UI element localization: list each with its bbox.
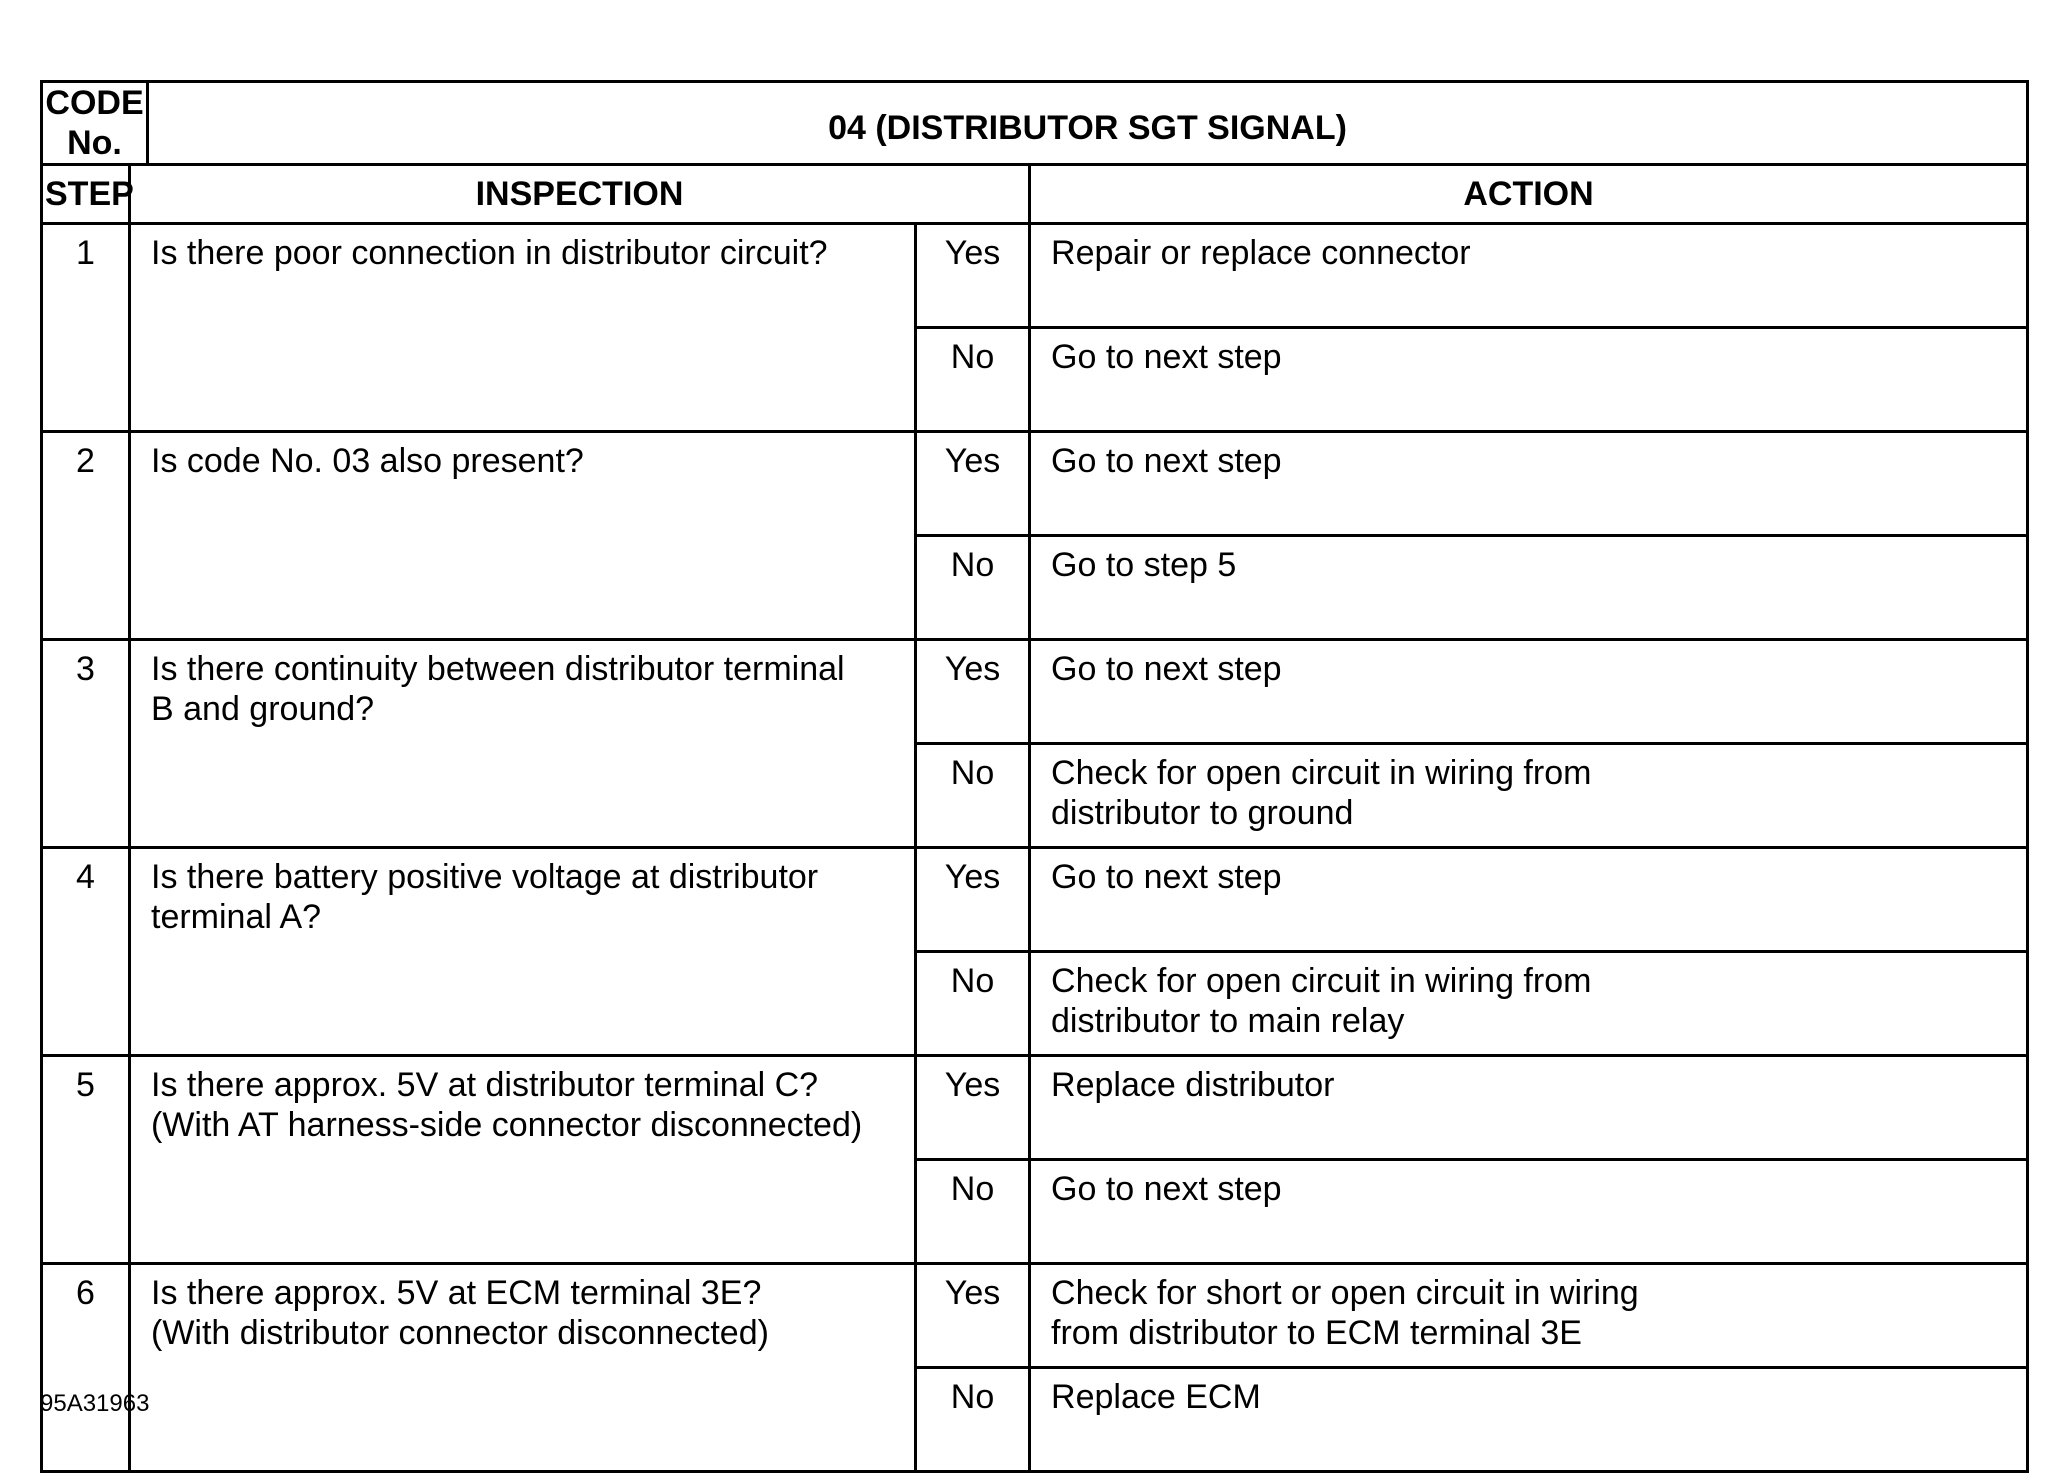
- step-number: 2: [42, 432, 130, 640]
- text-line: Check for open circuit in wiring from: [1051, 962, 1592, 1000]
- yes-action: [1030, 1264, 2028, 1368]
- inspection-text: [130, 432, 916, 640]
- text-line: Go to next step: [1051, 442, 1282, 480]
- step-row-yes: [42, 640, 2028, 744]
- action-column-header: ACTION: [1030, 165, 2028, 224]
- text-line: Is there battery positive voltage at distributor: [151, 858, 819, 896]
- yes-label: Yes: [916, 848, 1030, 952]
- no-label: No: [916, 744, 1030, 848]
- code-label: CODE No.: [42, 82, 148, 165]
- text-line: B and ground?: [151, 690, 375, 728]
- step-number: 4: [42, 848, 130, 1056]
- no-label: No: [916, 328, 1030, 432]
- step-row-yes: [42, 1056, 2028, 1160]
- yes-action: [1030, 432, 2028, 536]
- no-label: No: [916, 952, 1030, 1056]
- no-action: [1030, 328, 2028, 432]
- text-line: Repair or replace connector: [1051, 234, 1471, 272]
- text-line: Go to step 5: [1051, 546, 1237, 584]
- text-line: from distributor to ECM terminal 3E: [1051, 1314, 1582, 1352]
- yes-action: [1030, 848, 2028, 952]
- yes-label: Yes: [916, 1056, 1030, 1160]
- text-line: Is there poor connection in distributor circuit?: [151, 234, 828, 272]
- troubleshooting-table: [40, 80, 2029, 1473]
- inspection-text: [130, 640, 916, 848]
- step-row-yes: [42, 848, 2028, 952]
- yes-label: Yes: [916, 640, 1030, 744]
- text-line: Is code No. 03 also present?: [151, 442, 584, 480]
- yes-label: Yes: [916, 224, 1030, 328]
- text-line: Is there approx. 5V at ECM terminal 3E?: [151, 1274, 762, 1312]
- step-row-yes: [42, 224, 2028, 328]
- yes-label: Yes: [916, 432, 1030, 536]
- text-line: distributor to main relay: [1051, 1002, 1405, 1040]
- inspection-column-header: INSPECTION: [130, 165, 1030, 224]
- step-number: 5: [42, 1056, 130, 1264]
- no-label: No: [916, 536, 1030, 640]
- step-row-yes: [42, 1264, 2028, 1368]
- text-line: (With AT harness-side connector disconnected): [151, 1106, 863, 1144]
- no-action: [1030, 952, 2028, 1056]
- yes-action: [1030, 224, 2028, 328]
- text-line: Go to next step: [1051, 650, 1282, 688]
- text-line: Go to next step: [1051, 338, 1282, 376]
- text-line: distributor to ground: [1051, 794, 1354, 832]
- no-action: [1030, 744, 2028, 848]
- inspection-text: [130, 1264, 916, 1472]
- figure-id: 95A31963: [40, 1390, 150, 1417]
- yes-action: [1030, 1056, 2028, 1160]
- code-header-row: [42, 82, 2028, 165]
- no-label: No: [916, 1160, 1030, 1264]
- no-action: [1030, 1160, 2028, 1264]
- text-line: Is there continuity between distributor terminal: [151, 650, 845, 688]
- text-line: Check for short or open circuit in wiring: [1051, 1274, 1639, 1312]
- step-number: 1: [42, 224, 130, 432]
- step-row-yes: [42, 432, 2028, 536]
- code-title: 04 (DISTRIBUTOR SGT SIGNAL): [148, 82, 2028, 165]
- yes-label: Yes: [916, 1264, 1030, 1368]
- text-line: Replace ECM: [1051, 1378, 1261, 1416]
- inspection-text: [130, 224, 916, 432]
- step-number: 6: [42, 1264, 130, 1472]
- text-line: Go to next step: [1051, 858, 1282, 896]
- text-line: terminal A?: [151, 898, 322, 936]
- no-label: No: [916, 1368, 1030, 1472]
- step-number: 3: [42, 640, 130, 848]
- text-line: Go to next step: [1051, 1170, 1282, 1208]
- no-action: [1030, 536, 2028, 640]
- yes-action: [1030, 640, 2028, 744]
- text-line: Is there approx. 5V at distributor terminal C?: [151, 1066, 819, 1104]
- text-line: Replace distributor: [1051, 1066, 1335, 1104]
- inspection-text: [130, 848, 916, 1056]
- column-header-row: [42, 165, 2028, 224]
- inspection-text: [130, 1056, 916, 1264]
- text-line: (With distributor connector disconnected): [151, 1314, 769, 1352]
- step-column-header: STEP: [42, 165, 130, 224]
- text-line: Check for open circuit in wiring from: [1051, 754, 1592, 792]
- no-action: [1030, 1368, 2028, 1472]
